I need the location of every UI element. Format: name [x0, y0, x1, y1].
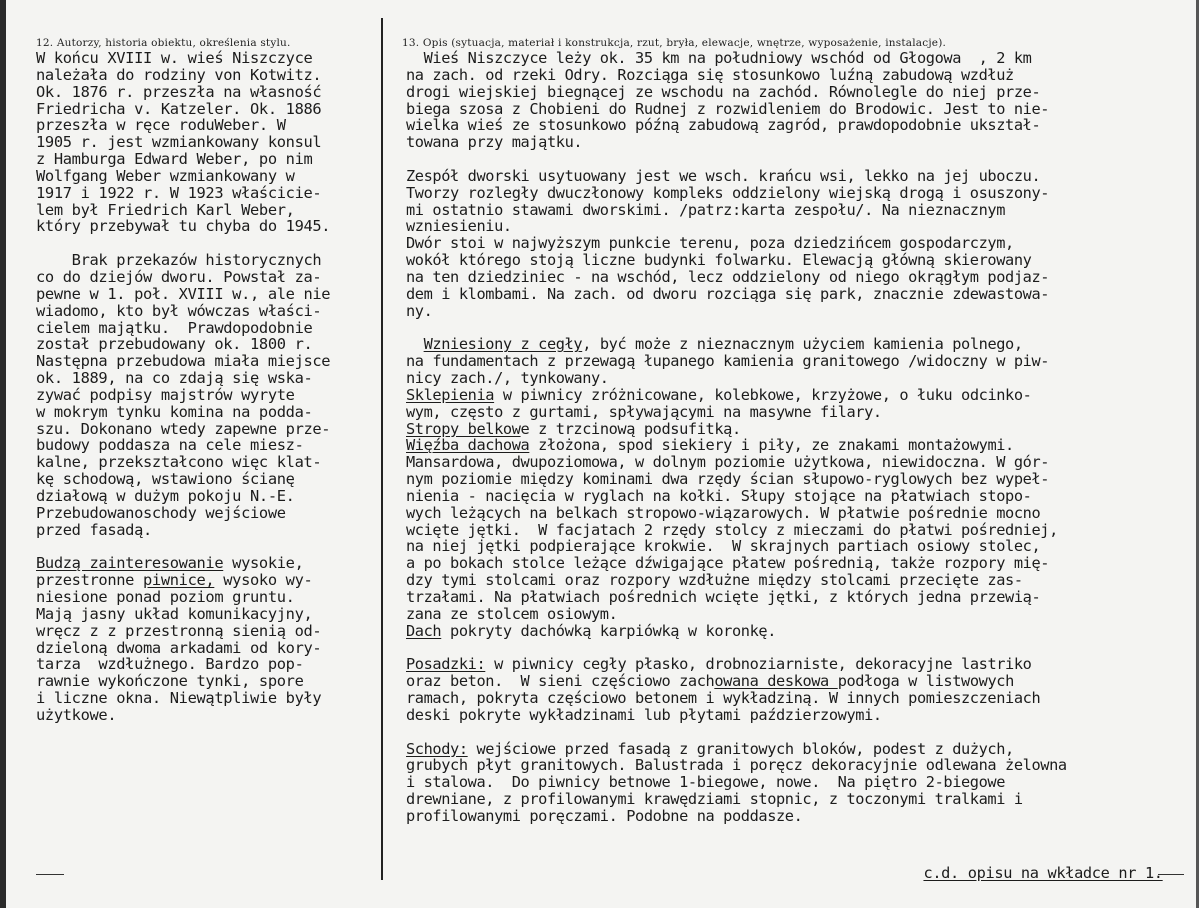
text-line: kalne, przekształcono więc klat- [36, 453, 322, 472]
underlined-term: Więźba dachowa [406, 436, 530, 455]
text-line: zywać podpisy majstrów wyryte [36, 385, 295, 404]
underlined-term: Schody: [406, 739, 468, 758]
text-line: nicy zach./, tynkowany. [406, 369, 609, 388]
text-line: kę schodową, wstawiono ścianę [36, 470, 295, 489]
text-line: użytkowe. [36, 705, 117, 724]
text-line: wręcz z z przestronną sienią od- [36, 621, 322, 640]
underlined-term: Budzą zainteresowanie [36, 554, 224, 573]
text-line: oraz beton. W sieni częściowo zachowana deskowa podłoga w listwowych [406, 672, 1014, 691]
text-line: pewne w 1. poł. XVIII w., ale nie [36, 284, 331, 303]
paragraph-gap [406, 320, 1067, 337]
text-line: rawnie wykończone tynki, spore [36, 672, 304, 691]
text-line: wcięte jętki. W facjatach 2 rzędy stolcy z mieczami do płatwi pośredniej, [406, 520, 1058, 539]
underlined-term: Stropy belkow [406, 419, 521, 438]
text-line: Tworzy rozległy dwuczłonowy kompleks oddzielony wiejską drogą i osuszony- [406, 183, 1050, 202]
footer-rule-left [36, 874, 64, 875]
text-line: Następna przebudowa miała miejsce [36, 352, 331, 371]
underlined-term: Posadzki: [406, 655, 486, 674]
text-line: Ok. 1876 r. przeszła na własność [36, 82, 322, 101]
text-line: mi ostatnio stawami dworskimi. /patrz:karta zespołu/. Na nieznacznym [406, 200, 1006, 219]
underlined-term: Sklepienia [406, 385, 495, 404]
text-line: wielka wieś ze stosunkowo późną zabudową zagród, prawdopodobnie ukształ- [406, 116, 1041, 135]
text-line: Mają jasny układ komunikacyjny, [36, 604, 313, 623]
text-line: i liczne okna. Niewątpliwie były [36, 689, 322, 708]
text-line: przestronne piwnice, wysoko wy- [36, 571, 313, 590]
text-line: drewniane, z profilowanymi krawędziami stopnic, z toczonymi tralkami i [406, 790, 1023, 809]
text-line: biega szosa z Chobieni do Rudnej z rozwidleniem do Brodowic. Jest to nie- [406, 99, 1050, 118]
text-line: Brak przekazów historycznych [36, 251, 322, 270]
text-line: dzy tymi stolcami oraz rozpory wzdłużne między stolcami przecięte zas- [406, 571, 1023, 590]
text-line: dem i klombami. Na zach. od dworu rozciąga się park, znacznie zdewastowa- [406, 284, 1050, 303]
paragraph-gap [36, 538, 330, 555]
text-line: przeszła w ręce roduWeber. W [36, 116, 286, 135]
text-line: drogi wiejskiej biegnącej ze wschodu na zachód. Równolegle do niej prze- [406, 82, 1041, 101]
text-line: 1905 r. jest wzmiankowany konsul [36, 133, 322, 152]
paragraph-gap [406, 724, 1067, 741]
text-line: ramach, pokryta częściowo betonem i wykładziną. W innych pomieszczeniach [406, 689, 1041, 708]
text-line: wych leżących na belkach stropowo-wiązarowych. W płatwie pośrednie mocno [406, 503, 1041, 522]
text-line: Sklepienia w piwnicy zróżnicowane, kolebkowe, krzyżowe, o łuku odcinko- [406, 385, 1032, 404]
text-line: deski pokryte wykładzinami lub płytami paździerzowymi. [406, 705, 882, 724]
text-line: cielem majątku. Prawdopodobnie [36, 318, 313, 337]
text-line: grubych płyt granitowych. Balustrada i poręcz dekoracyjnie odlewana żelowna [406, 756, 1067, 775]
text-line: wzniesieniu. [406, 217, 512, 236]
underlined-term: Dach [406, 621, 442, 640]
text-line: Schody: wejściowe przed fasadą z granitowych bloków, podest z dużych, [406, 739, 1014, 758]
text-line: Zespół dworski usytuowany jest we wsch. krańcu wsi, lekko na jej uboczu. [406, 166, 1041, 185]
text-line: w mokrym tynku komina na podda- [36, 402, 313, 421]
text-line: Przebudowanoschody wejściowe [36, 503, 286, 522]
text-line: Dwór stoi w najwyższym punkcie terenu, poza dziedzińcem gospodarczym, [406, 234, 1014, 253]
underlined-term: piwnice, [143, 571, 215, 590]
text-line: wym, często z gurtami, spływającymi na masywne filary. [406, 402, 882, 421]
text-line: W końcu XVIII w. wieś Niszczyce [36, 49, 313, 67]
text-line: na niej jętki podpierające krokwie. W skrajnych partiach osiowy stolec, [406, 537, 1041, 556]
right-section-heading: 13. Opis (sytuacja, materiał i konstrukcja, rzut, bryła, elewacje, wnętrze, wyposażenie, instalacje). [402, 37, 947, 49]
text-line: został przebudowany ok. 1800 r. [36, 335, 313, 354]
underlined-term: Wzniesiony z cegły [423, 335, 583, 354]
scan-border-left [0, 0, 6, 908]
text-line: nym poziomie między kominami dwa rzędy ścian słupowo-ryglowych bez wypeł- [406, 470, 1050, 489]
text-line: nienia - nacięcia w ryglach na kołki. Słupy stojące na płatwiach stopo- [406, 486, 1032, 505]
text-line: towana przy majątku. [406, 133, 583, 152]
text-line: który przebywał tu chyba do 1945. [36, 217, 331, 236]
text-line: Mansardowa, dwupoziomowa, w dolnym poziomie użytkowa, niewidoczna. W gór- [406, 453, 1050, 472]
text-line: trzałami. Na płatwiach pośrednich wcięte jętki, z których jedna przewią- [406, 588, 1041, 606]
text-line: profilowanymi poręczami. Podobne na poddasze. [406, 806, 803, 825]
text-line: i stalowa. Do piwnicy betnowe 1-biegowe, nowe. Na piętro 2-biegowe [406, 773, 1006, 792]
text-line: Friedricha v. Katzeler. Ok. 1886 [36, 99, 322, 118]
paragraph-gap [406, 640, 1067, 657]
text-line: Dach pokryty dachówką karpiówką w koronkę. [406, 621, 777, 640]
text-line: niesione ponad poziom gruntu. [36, 588, 295, 606]
text-line: Wieś Niszczyce leży ok. 35 km na południowy wschód od Głogowa , 2 km [406, 49, 1032, 67]
text-line: Wzniesiony z cegły, być może z nieznacznym użyciem kamienia polnego, [423, 335, 1023, 354]
text-line: Więźba dachowa złożona, spod siekiery i piły, ze znakami montażowymi. [406, 436, 1014, 455]
paragraph-gap [406, 151, 1067, 168]
column-divider [381, 18, 383, 880]
text-line: zana ze stolcem osiowym. [406, 604, 618, 623]
text-line: wiadomo, kto był wówczas właści- [36, 301, 322, 320]
text-line: tarza wzdłużnego. Bardzo pop- [36, 655, 304, 674]
text-line: należała do rodziny von Kotwitz. [36, 65, 322, 84]
text-line: działową w dużym pokoju N.-E. [36, 486, 295, 505]
text-line: na fundamentach z przewagą łupanego kamienia granitowego /widoczny w piw- [406, 352, 1050, 371]
paragraph-gap [36, 235, 330, 252]
text-line: szu. Dokonano wtedy zapewne prze- [36, 419, 331, 438]
text-line: ny. [406, 301, 433, 320]
text-line: przed fasadą. [36, 520, 152, 539]
left-column-text [36, 50, 330, 724]
text-line: ok. 1889, na co zdają się wska- [36, 369, 313, 388]
text-line: wokół którego stoją liczne budynki folwarku. Elewacją główną skierowany [406, 251, 1032, 270]
text-line: budowy poddasza na cele miesz- [36, 436, 304, 455]
text-line: co do dziejów dworu. Powstał za- [36, 267, 322, 286]
left-section-heading: 12. Autorzy, historia obiektu, określenia stylu. [36, 37, 291, 49]
text-line: z Hamburga Edward Weber, po nim [36, 150, 313, 169]
text-line: a po bokach stolce leżące dźwigające płatew pośrednią, także rozpory mię- [406, 554, 1050, 573]
text-line: Posadzki: w piwnicy cegły płasko, drobnoziarniste, dekoracyjne lastriko [406, 655, 1032, 674]
text-line: lem był Friedrich Karl Weber, [36, 200, 295, 219]
text-line: 1917 i 1922 r. W 1923 właściciе- [36, 183, 322, 202]
text-line: dzieloną dwoma arkadami od kory- [36, 638, 322, 657]
text-line: Wolfgang Weber wzmiankowany w [36, 166, 295, 185]
underlined-term: owana deskowa [714, 672, 838, 691]
continuation-note: c.d. opisu na wkładce nr 1. [923, 863, 1163, 882]
text-line: Stropy belkowe z trzcinową podsufitką. [406, 419, 741, 438]
text-line: Budzą zainteresowanie wysokie, [36, 554, 304, 573]
text-line: na ten dziedziniec - na wschód, lecz oddzielony od niego okrągłym podjaz- [406, 267, 1050, 286]
right-column-text [406, 50, 1067, 825]
text-line: na zach. od rzeki Odry. Rozciąga się stosunkowo luźną zabudową wzdłuż [406, 65, 1014, 84]
